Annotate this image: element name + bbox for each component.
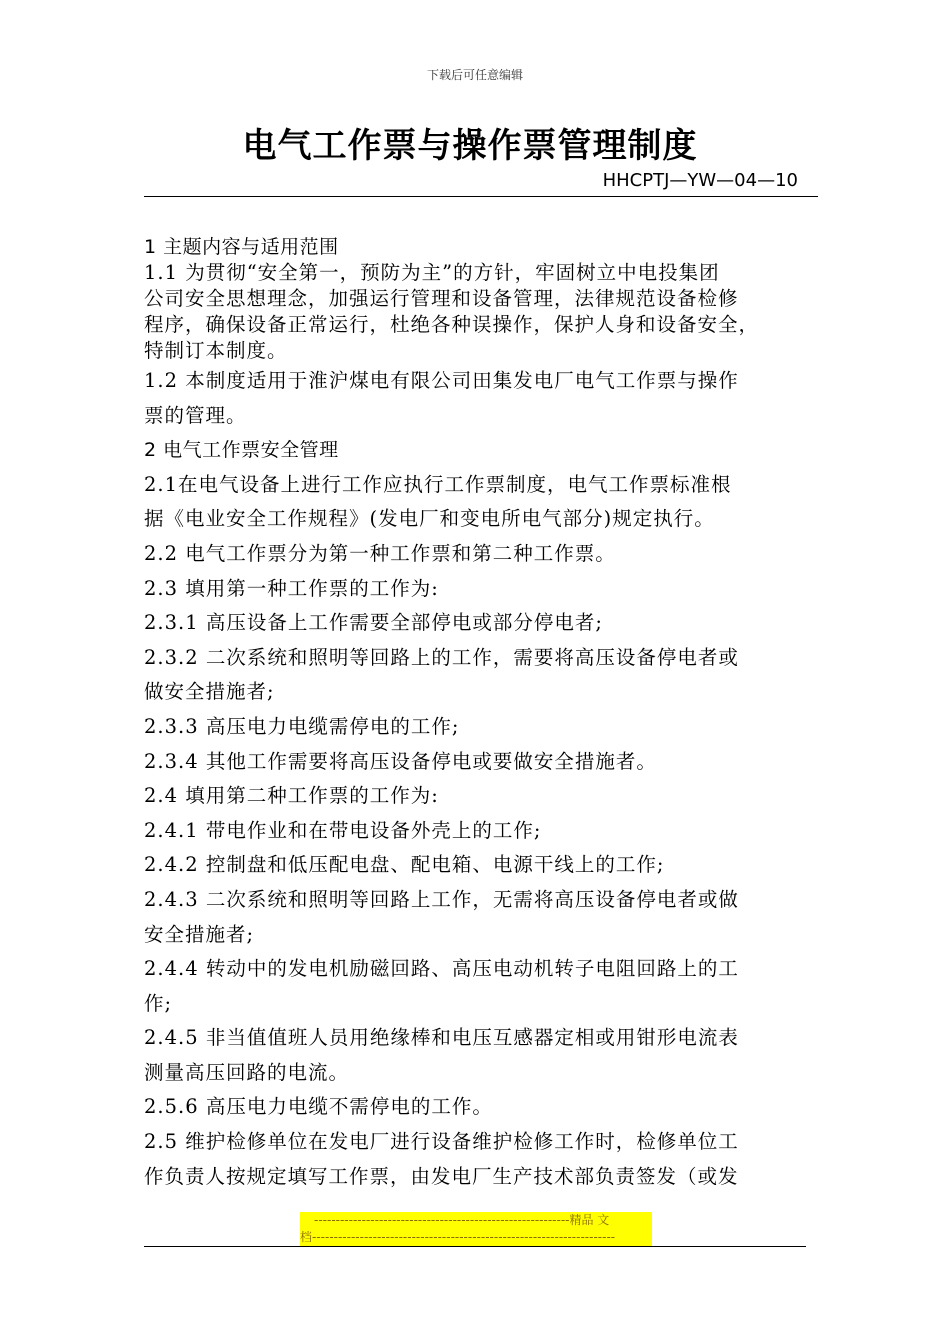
body-line: 安全措施者;: [144, 922, 255, 946]
footer-line-2: 档----------------------------------------------------------------------: [300, 1230, 616, 1244]
document-code: HHCPTJ—YW—04—10: [602, 170, 798, 191]
body-line: 1.1 为贯彻“安全第一，预防为主”的方针，牢固树立中电投集团: [144, 261, 720, 284]
body-line: 测量高压回路的电流。: [144, 1060, 350, 1084]
body-line: 2.5 维护检修单位在发电厂进行设备维护检修工作时，检修单位工: [144, 1130, 739, 1154]
body-line: 2.3.3 高压电力电缆需停电的工作;: [144, 714, 460, 738]
body-line: 2.3.1 高压设备上工作需要全部停电或部分停电者;: [144, 611, 603, 635]
document-body: [144, 234, 808, 1194]
body-line: 做安全措施者;: [144, 680, 275, 704]
body-line: 1.2 本制度适用于淮沪煤电有限公司田集发电厂电气工作票与操作: [144, 369, 739, 392]
download-note: 下载后可任意编辑: [426, 68, 523, 82]
header-divider: [144, 196, 818, 197]
body-line: 2.4.2 控制盘和低压配电盘、配电箱、电源干线上的工作;: [144, 853, 665, 877]
body-line: 票的管理。: [144, 403, 247, 427]
body-line: 2.4 填用第二种工作票的工作为:: [144, 784, 439, 808]
body-line: 2.1在电气设备上进行工作应执行工作票制度，电气工作票标准根: [144, 472, 732, 496]
footer-line-1: -----------------------------------------------------------精品 文: [314, 1213, 610, 1227]
section-heading: 2 电气工作票安全管理: [144, 439, 339, 462]
body-line: 程序，确保设备正常运行，杜绝各种误操作，保护人身和设备安全，: [144, 313, 760, 336]
body-line: 2.4.4 转动中的发电机励磁回路、高压电动机转子电阻回路上的工: [144, 957, 739, 981]
body-line: 特制订本制度。: [144, 339, 288, 362]
body-line: 2.5.6 高压电力电缆不需停电的工作。: [144, 1095, 493, 1119]
body-line: 2.3 填用第一种工作票的工作为:: [144, 576, 439, 600]
body-line: 作负责人按规定填写工作票，由发电厂生产技术部负责签发（或发: [144, 1164, 739, 1188]
section-heading: 1 主题内容与适用范围: [144, 236, 339, 258]
body-line: 2.4.5 非当值值班人员用绝缘棒和电压互感器定相或用钳形电流表: [144, 1026, 739, 1050]
footer-divider: [144, 1246, 806, 1247]
body-line: 2.4.3 二次系统和照明等回路上工作，无需将高压设备停电者或做: [144, 887, 739, 911]
document-title: 电气工作票与操作票管理制度: [242, 126, 698, 166]
body-line: 2.2 电气工作票分为第一种工作票和第二种工作票。: [144, 541, 616, 565]
body-line: 2.4.1 带电作业和在带电设备外壳上的工作;: [144, 818, 542, 842]
body-line: 2.3.2 二次系统和照明等回路上的工作，需要将高压设备停电者或: [144, 645, 739, 669]
body-line: 作;: [144, 991, 173, 1015]
body-line: 据《电业安全工作规程》(发电厂和变电所电气部分)规定执行。: [144, 507, 715, 531]
footer-watermark: [300, 1212, 652, 1246]
body-line: 2.3.4 其他工作需要将高压设备停电或要做安全措施者。: [144, 749, 657, 773]
body-line: 公司安全思想理念，加强运行管理和设备管理，法律规范设备检修: [144, 287, 739, 310]
